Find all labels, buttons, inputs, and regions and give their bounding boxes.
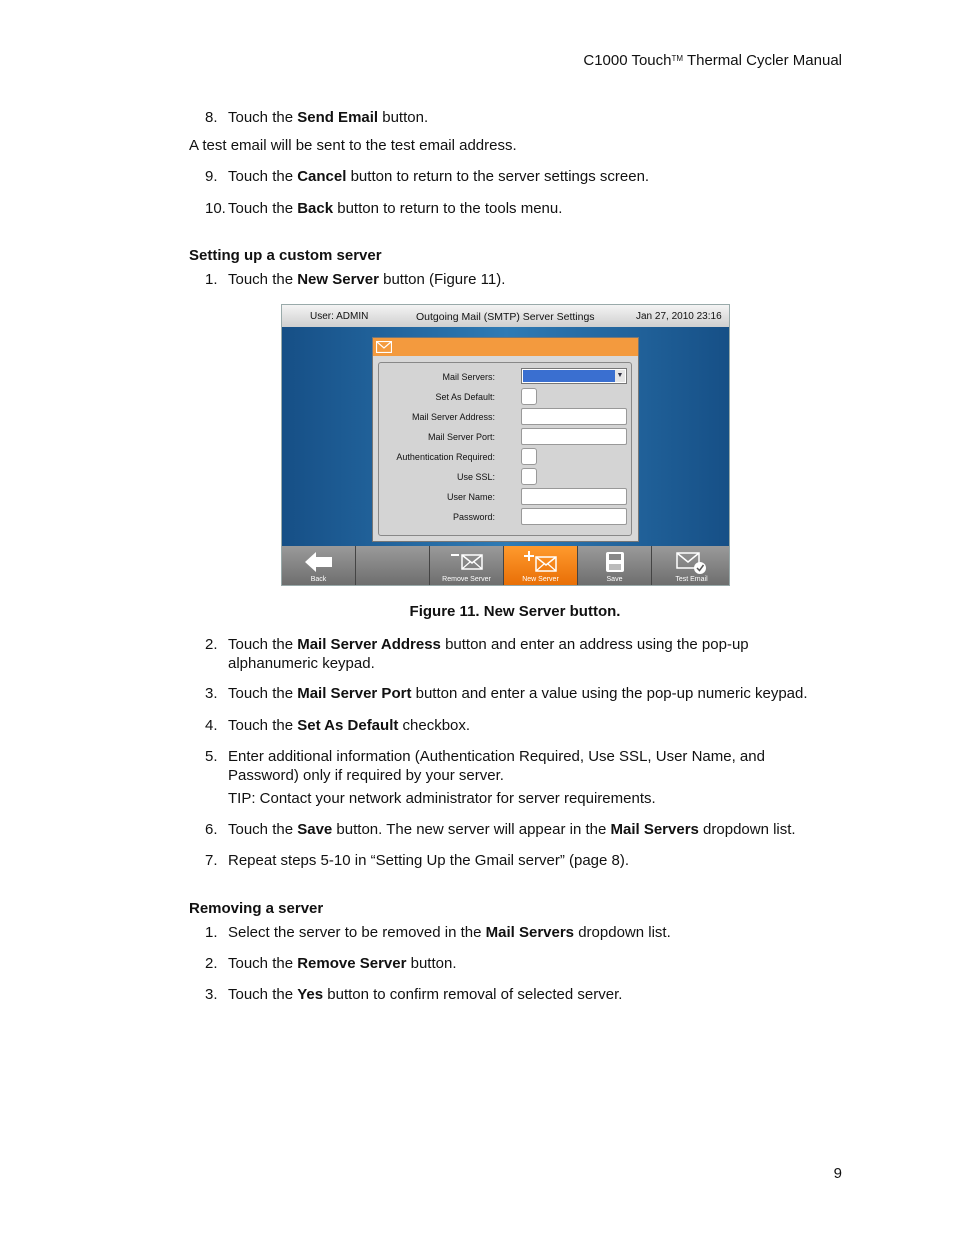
- password-field[interactable]: [521, 508, 627, 525]
- bold-term: Mail Server Port: [297, 685, 412, 702]
- step-number: 1.: [205, 271, 218, 288]
- port-label: Mail Server Port:: [427, 432, 495, 442]
- text-part: Touch the: [228, 168, 298, 185]
- section-heading-custom: Setting up a custom server: [189, 247, 382, 264]
- empty-toolbar-slot: [356, 546, 430, 586]
- bold-term: Set As Default: [297, 717, 399, 734]
- text-part: button (Figure 11).: [378, 271, 506, 288]
- text-part: Touch the: [228, 636, 298, 653]
- text-part: button to return to the tools menu.: [333, 200, 563, 217]
- step-text: [228, 684, 843, 703]
- page-number: 9: [833, 1165, 842, 1182]
- settings-form: [378, 362, 632, 536]
- address-label: Mail Server Address:: [411, 412, 495, 422]
- step-number: 7.: [205, 852, 218, 869]
- chevron-down-icon[interactable]: ▼: [615, 370, 625, 382]
- bold-term: New Server: [297, 271, 379, 288]
- mail-servers-dropdown[interactable]: [521, 368, 627, 384]
- text-part: Touch the: [228, 717, 298, 734]
- figure-caption: Figure 11. New Server button.: [409, 603, 621, 620]
- step-text: Enter additional information (Authentication Required, Use SSL, User Name, and Password) only if required by your server.: [228, 748, 765, 784]
- mail-server-port-field[interactable]: [521, 428, 627, 445]
- step-number: 8.: [205, 109, 218, 126]
- step-text: [228, 635, 788, 673]
- test-mail-icon: [676, 551, 708, 575]
- step-number: 3.: [205, 685, 218, 702]
- text-part: button.: [406, 955, 457, 972]
- bold-term: Back: [297, 200, 334, 217]
- header-title-rest: Thermal Cycler Manual: [683, 52, 842, 69]
- set-default-label: Set As Default:: [435, 392, 495, 402]
- remove-server-button[interactable]: [430, 546, 504, 586]
- step-number: 1.: [205, 924, 218, 941]
- step-text: [228, 923, 843, 942]
- page-header: [583, 52, 842, 69]
- section-heading-removing: Removing a server: [189, 900, 324, 917]
- add-mail-icon: [524, 551, 558, 573]
- text-part: dropdown list.: [574, 924, 671, 941]
- step-text: Repeat steps 5-10 in “Setting Up the Gmail server” (page 8).: [228, 852, 630, 869]
- set-default-checkbox[interactable]: [521, 388, 537, 405]
- test-note: A test email will be sent to the test email address.: [189, 137, 517, 154]
- text-part: Touch the: [228, 986, 298, 1003]
- text-part: Touch the: [228, 271, 298, 288]
- text-part: button and enter an address using the pop-up alphanumeric keypad.: [228, 636, 749, 672]
- dialog-title-bar: [373, 338, 638, 356]
- text-part: Select the server to be removed in the: [228, 924, 486, 941]
- text-part: button. The new server will appear in the: [332, 821, 611, 838]
- save-button[interactable]: [578, 546, 652, 586]
- envelope-icon: [376, 341, 392, 353]
- text-part: button and enter a value using the pop-up numeric keypad.: [411, 685, 808, 702]
- step-text: [228, 108, 843, 127]
- step-number: 2.: [205, 636, 218, 653]
- step-number: 10.: [205, 200, 226, 217]
- datetime-label: Jan 27, 2010 23:16: [636, 311, 722, 322]
- text-part: Touch the: [228, 109, 298, 126]
- floppy-disk-icon: [605, 551, 625, 573]
- step-number: 3.: [205, 986, 218, 1003]
- auth-required-checkbox[interactable]: [521, 448, 537, 465]
- bold-term: Remove Server: [297, 955, 407, 972]
- save-label: Save: [606, 576, 623, 583]
- bold-term: Mail Servers: [610, 821, 699, 838]
- auth-label: Authentication Required:: [396, 452, 495, 462]
- remove-server-label: Remove Server: [442, 576, 491, 583]
- step-text: [228, 985, 843, 1004]
- bold-term: Yes: [297, 986, 324, 1003]
- text-part: button.: [378, 109, 429, 126]
- step-text: [228, 270, 843, 289]
- bold-term: Cancel: [297, 168, 347, 185]
- ssl-label: Use SSL:: [456, 472, 495, 482]
- step-number: 6.: [205, 821, 218, 838]
- tip-text: TIP: Contact your network administrator for server requirements.: [228, 790, 656, 807]
- step-number: 4.: [205, 717, 218, 734]
- test-email-button[interactable]: [652, 546, 730, 586]
- figure-screenshot: [281, 304, 730, 586]
- screen-status-bar: [282, 305, 730, 328]
- step-text: [228, 820, 843, 839]
- back-arrow-icon: [304, 551, 334, 573]
- text-part: Touch the: [228, 200, 298, 217]
- user-label: User: ADMIN: [310, 311, 369, 322]
- bold-term: Send Email: [297, 109, 379, 126]
- step-text: [228, 167, 843, 186]
- step-text: [228, 954, 843, 973]
- text-part: Touch the: [228, 955, 298, 972]
- step-number: 5.: [205, 748, 218, 765]
- new-server-label: New Server: [522, 576, 559, 583]
- header-title: C1000 Touch: [583, 52, 672, 69]
- password-label: Password:: [452, 512, 495, 522]
- selected-option-highlight: [523, 370, 615, 382]
- step-number: 2.: [205, 955, 218, 972]
- mail-server-address-field[interactable]: [521, 408, 627, 425]
- screen-title: Outgoing Mail (SMTP) Server Settings: [416, 311, 595, 323]
- text-part: checkbox.: [398, 717, 471, 734]
- server-settings-dialog: [372, 337, 639, 542]
- text-part: button to confirm removal of selected server.: [323, 986, 623, 1003]
- step-text: [228, 199, 843, 218]
- bold-term: Mail Servers: [485, 924, 575, 941]
- bold-term: Mail Server Address: [297, 636, 441, 653]
- remove-mail-icon: [450, 551, 484, 571]
- username-field[interactable]: [521, 488, 627, 505]
- text-part: Touch the: [228, 685, 298, 702]
- trademark: TM: [671, 54, 684, 63]
- text-part: button to return to the server settings screen.: [346, 168, 650, 185]
- use-ssl-checkbox[interactable]: [521, 468, 537, 485]
- bold-term: Save: [297, 821, 333, 838]
- back-button[interactable]: [282, 546, 356, 586]
- step-text: [228, 716, 843, 735]
- step-number: 9.: [205, 168, 218, 185]
- username-label: User Name:: [446, 492, 495, 502]
- text-part: dropdown list.: [698, 821, 796, 838]
- text-part: Touch the: [228, 821, 298, 838]
- test-email-label: Test Email: [675, 576, 708, 583]
- mail-servers-label: Mail Servers:: [442, 372, 495, 382]
- back-label: Back: [310, 576, 327, 583]
- new-server-button[interactable]: [504, 546, 578, 586]
